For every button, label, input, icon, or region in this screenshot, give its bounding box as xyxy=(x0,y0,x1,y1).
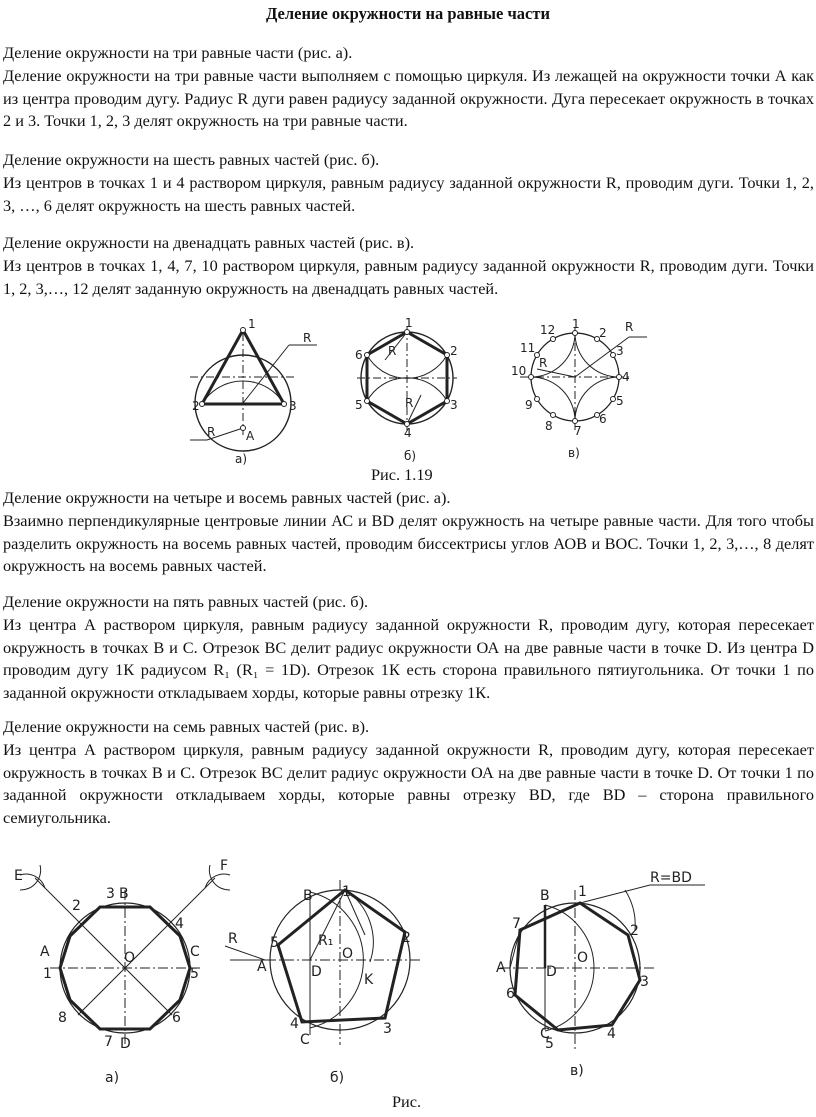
section-body: Из центра А раствором циркуля, равным радиусу заданной окружности R, проводим дугу, которая пересекает окружность в точках В и С. Отрезок ВС делит радиус окружности ОА на две равные части в точке D. Из центра D проводим дугу 1К радиусом R₁ (R₁ = 1D). Отрезок 1К есть сторона правильного пятиугольника. От точки 1 по заданной окружности откладываем хорды, которые равны отрезку 1К. xyxy=(3,614,814,703)
section-body: Из центра А раствором циркуля, равным радиусу заданной окружности R, проводим дугу, которая пересекает окружность в точках В и С. Отрезок ВС делит радиус окружности ОА на две равные части в точке D. От точки 1 по заданной окружности откладываем хорды, которые равны отрезку ВD, где ВD – сторона правильного семиугольника. xyxy=(3,739,814,828)
fig2a-label-6: 6 xyxy=(172,1010,181,1026)
fig2b-label-D: D xyxy=(311,964,322,980)
fig1c-label-10: 10 xyxy=(511,364,527,378)
fig1a-label-A: A xyxy=(246,429,255,443)
fig1c-label-9: 9 xyxy=(525,398,533,412)
fig1a-label-R-bottom: R xyxy=(207,425,216,439)
fig2b-label-O: O xyxy=(342,946,354,962)
section-body: Из центров в точках 1, 4, 7, 10 раствором циркуля, равным радиусу заданной окружности R, проводим дуги. Точки 1, 2, 3,…, 12 делят заданную окружность на двенадцать равных частей. xyxy=(3,255,814,298)
fig1a-label-1: 1 xyxy=(248,317,256,331)
fig1a-label-R-top: R xyxy=(303,331,312,345)
fig2a-label-2: 2 xyxy=(72,898,81,914)
fig1b-label-1: 1 xyxy=(405,316,413,330)
fig1c-label-11: 11 xyxy=(520,341,536,355)
section-three-parts xyxy=(3,42,814,133)
fig2c-label-C: C xyxy=(540,1026,550,1042)
fig2a-label-8: 8 xyxy=(58,1010,67,1026)
fig2c-label-4: 4 xyxy=(607,1026,616,1042)
fig1c-label-1: 1 xyxy=(572,317,580,331)
fig1a-label-3: 3 xyxy=(289,399,297,413)
section-seven-parts xyxy=(3,716,814,830)
fig2a-label-1: 1 xyxy=(43,966,52,982)
fig2a-label-7: 7 xyxy=(104,1034,113,1050)
fig1b-label-4: 4 xyxy=(404,426,412,440)
fig1b-label-3: 3 xyxy=(450,398,458,412)
fig1b-sub: б) xyxy=(404,449,417,463)
fig2c-label-5: 5 xyxy=(545,1036,554,1052)
fig1b-label-R1: R xyxy=(388,344,397,358)
fig1a-label-2: 2 xyxy=(192,399,200,413)
fig1c-label-5: 5 xyxy=(616,394,624,408)
figure-1-19-b xyxy=(357,327,457,431)
section-heading: Деление окружности на четыре и восемь равных частей (рис. а). xyxy=(3,488,451,507)
fig1c-label-R2: R xyxy=(539,356,548,370)
fig2a-label-3: 3 xyxy=(106,886,115,902)
fig1c-label-8: 8 xyxy=(545,419,553,433)
fig1b-label-6: 6 xyxy=(355,348,363,362)
figure-1-19 xyxy=(185,315,655,465)
fig1c-label-2: 2 xyxy=(599,326,607,340)
fig2a-label-4: 4 xyxy=(175,916,184,932)
fig2c-label-1: 1 xyxy=(578,884,587,900)
fig1c-label-4: 4 xyxy=(622,370,630,384)
fig2b-label-R1: R₁ xyxy=(318,933,334,949)
section-heading: Деление окружности на пять равных частей (рис. б). xyxy=(3,592,369,611)
section-five-parts xyxy=(3,591,814,705)
section-body: Деление окружности на три равные части выполняем с помощью циркуля. Из лежащей на окружности точки А как из центра проводим дугу. Радиус R дуги равен радиусу заданной окружности. Дуга пересекает окружность в точках 2 и 3. Точки 1, 2, 3 делят окружность на три равные части. xyxy=(3,65,814,131)
fig2a-label-F: F xyxy=(220,858,229,874)
fig2a-label-B: B xyxy=(119,886,129,902)
fig2c-label-R: R=BD xyxy=(650,870,692,886)
fig2b-label-2: 2 xyxy=(402,930,411,946)
fig2a-label-A: A xyxy=(40,944,50,960)
fig2b-label-B: B xyxy=(303,888,313,904)
fig1c-label-R1: R xyxy=(625,320,634,334)
section-body: Взаимно перпендикулярные центровые линии АС и ВD делят окружность на четыре равные части. Для того чтобы разделить окружность на восемь равных частей, проводим биссектрисы углов АОВ и ВОС. Точки 1, 2, 3,…, 8 делят окружность на восемь равных частей. xyxy=(3,510,814,576)
fig1c-label-3: 3 xyxy=(616,344,624,358)
fig2b-label-K: K xyxy=(364,972,374,988)
section-body: Из центров в точках 1 и 4 раствором циркуля, равным радиусу заданной окружности R, проводим дуги. Точки 1, 2, 3, …, 6 делят окружность на шесть равных частей. xyxy=(3,172,814,215)
fig1b-label-5: 5 xyxy=(355,398,363,412)
fig2a-label-5: 5 xyxy=(190,966,199,982)
fig1b-label-R2: R xyxy=(405,396,414,410)
fig2a-sub: а) xyxy=(105,1070,120,1086)
section-four-eight-parts xyxy=(3,487,814,578)
fig2c-label-3: 3 xyxy=(640,974,649,990)
fig2c-label-2: 2 xyxy=(630,923,639,939)
fig2a-label-O: O xyxy=(124,950,136,966)
fig1b-label-2: 2 xyxy=(450,344,458,358)
section-six-parts xyxy=(3,149,814,217)
section-heading: Деление окружности на три равные части (рис. а). xyxy=(3,43,353,62)
fig2c-label-6: 6 xyxy=(506,986,515,1002)
fig2b-label-1: 1 xyxy=(342,884,351,900)
section-heading: Деление окружности на двенадцать равных частей (рис. в). xyxy=(3,233,415,252)
fig2a-label-E: E xyxy=(14,868,23,884)
fig2b-label-3: 3 xyxy=(383,1021,392,1037)
fig2c-label-O: O xyxy=(577,950,589,966)
fig2c-sub: в) xyxy=(570,1063,584,1079)
fig2c-label-B: B xyxy=(540,888,550,904)
fig1c-sub: в) xyxy=(568,446,580,460)
fig2c-label-D: D xyxy=(546,964,557,980)
section-heading: Деление окружности на семь равных частей (рис. в). xyxy=(3,717,370,736)
fig1c-label-7: 7 xyxy=(574,424,582,438)
figure-polygons xyxy=(0,850,816,1090)
fig1c-label-12: 12 xyxy=(540,323,556,337)
fig2b-label-A: A xyxy=(257,959,267,975)
fig2b-label-4: 4 xyxy=(290,1016,299,1032)
section-twelve-parts xyxy=(3,232,814,300)
fig2b-sub: б) xyxy=(330,1070,345,1086)
figure-polygons-caption: Рис. xyxy=(392,1092,422,1111)
figure-1-19-caption: Рис. 1.19 xyxy=(371,465,433,484)
fig2c-label-A: A xyxy=(496,960,506,976)
fig2b-label-R: R xyxy=(228,931,238,947)
fig2b-label-C: C xyxy=(300,1032,310,1048)
fig2a-label-C: C xyxy=(190,944,200,960)
fig2b-label-5: 5 xyxy=(270,935,279,951)
fig1a-sub: а) xyxy=(235,452,248,465)
page-title: Деление окружности на равные части xyxy=(266,4,550,23)
fig1c-label-6: 6 xyxy=(599,412,607,426)
fig2c-label-7: 7 xyxy=(512,916,521,932)
fig2a-label-D: D xyxy=(120,1036,131,1052)
section-heading: Деление окружности на шесть равных частей (рис. б). xyxy=(3,150,380,169)
figure-2-c xyxy=(500,885,705,1050)
